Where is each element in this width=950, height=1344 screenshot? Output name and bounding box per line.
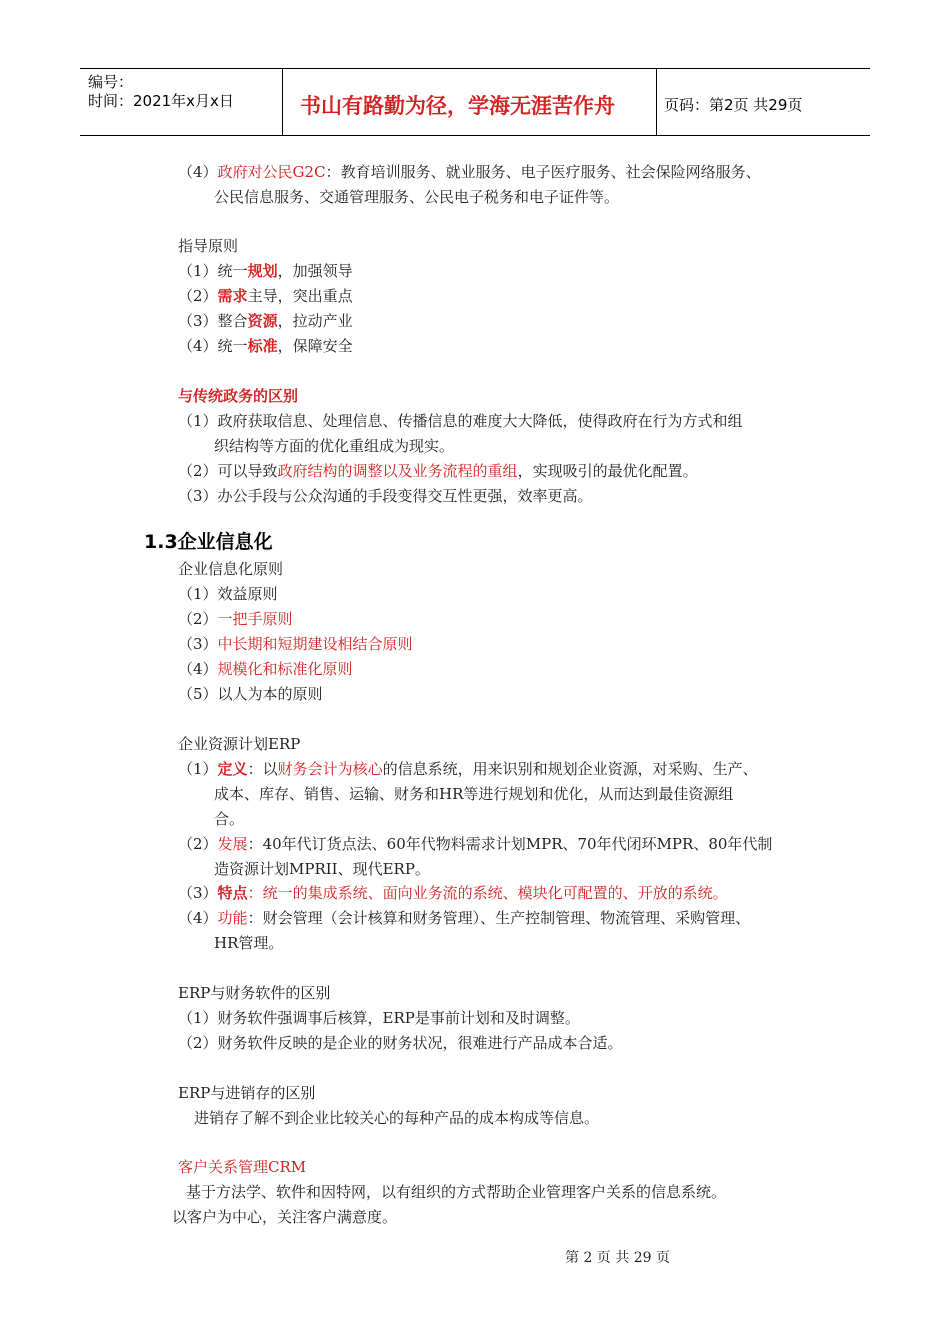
erp-feat-line: [178, 883, 728, 903]
erp-fin-heading: ERP与财务软件的区别: [178, 984, 331, 1002]
page-footer: 第 2 页 共 29 页: [565, 1250, 670, 1266]
diff-heading: 与传统政务的区别: [178, 387, 299, 405]
guide-item-4-c: ，保障安全: [277, 337, 353, 355]
guide-item-1-a: 统一: [217, 262, 248, 280]
diff-item-2-post: ，实现吸引的最优化配置。: [517, 462, 698, 480]
erp-fin-item-2: （2）财务软件反映的是企业的财务状况，很难进行产品成本合适。: [178, 1034, 623, 1052]
erp-dev-line-1: [178, 834, 772, 854]
ent-item-2: [178, 609, 293, 629]
erp-def-line-3: 合。: [214, 810, 245, 828]
erp-feat-text: ：统一的集成系统、面向业务流的系统、模块化可配置的、开放的系统。: [247, 884, 728, 902]
guide-item-3: [178, 311, 353, 331]
erp-feat-num: （3）: [178, 884, 218, 902]
diff-item-2: [178, 461, 698, 481]
time-label: 时间：2021年x月x日: [88, 92, 234, 110]
g2c-num: （4）: [178, 163, 218, 181]
guide-heading: 指导原则: [178, 237, 239, 255]
crm-line-1: 基于方法学、软件和因特网，以有组织的方式帮助企业管理客户关系的信息系统。: [186, 1183, 727, 1201]
erp-dev-line-2: 造资源计划MPRII、现代ERP。: [214, 860, 430, 878]
erp-heading: 企业资源计划ERP: [178, 735, 301, 753]
erp-def-pre: ：以: [247, 760, 278, 778]
number-label: 编号：: [88, 73, 134, 91]
ent-item-5: （5）以人为本的原则: [178, 685, 323, 703]
page-label: 页码：第2页 共29页: [664, 96, 803, 114]
guide-item-2-num: （2）: [178, 287, 218, 305]
diff-item-1a: （1）政府获取信息、处理信息、传播信息的难度大大降低，使得政府在行为方式和组: [178, 412, 743, 430]
guide-item-1-c: ，加强领导: [277, 262, 353, 280]
erp-def-line-1: [178, 759, 758, 779]
erp-inv-text: 进销存了解不到企业比较关心的每种产品的成本构成等信息。: [194, 1109, 600, 1127]
erp-func-label: 功能: [217, 909, 248, 927]
erp-dev-text: ：40年代订货点法、60年代物料需求计划MPR、70年代闭环MPR、80年代制: [247, 835, 773, 853]
diff-item-3: （3）办公手段与公众沟通的手段变得交互性更强，效率更高。: [178, 487, 593, 505]
crm-heading: 客户关系管理CRM: [178, 1158, 307, 1176]
guide-item-2-key: 需求: [217, 287, 248, 305]
ent-item-1: （1）效益原则: [178, 585, 278, 603]
ent-item-2-text: 一把手原则: [217, 610, 293, 628]
ent-item-4: [178, 659, 353, 679]
ent-item-2-num: （2）: [178, 610, 218, 628]
guide-item-3-key: 资源: [247, 312, 278, 330]
erp-def-key: 财务会计为核心: [277, 760, 383, 778]
header-divider-right: [656, 68, 657, 136]
g2c-line-1: [178, 162, 761, 182]
erp-def-post: 的信息系统，用来识别和规划企业资源，对采购、生产、: [382, 760, 758, 778]
crm-line-2: 以客户为中心，关注客户满意度。: [172, 1208, 398, 1226]
guide-item-3-a: 整合: [217, 312, 248, 330]
g2c-text-1: ：教育培训服务、就业服务、电子医疗服务、社会保险网络服务、: [325, 163, 761, 181]
diff-item-2-pre: （2）可以导致: [178, 462, 278, 480]
guide-item-4-a: 统一: [217, 337, 248, 355]
g2c-title: 政府对公民G2C: [217, 163, 326, 181]
ent-item-3-num: （3）: [178, 635, 218, 653]
ent-item-4-text: 规模化和标准化原则: [217, 660, 353, 678]
diff-item-2-key: 政府结构的调整以及业务流程的重组: [277, 462, 518, 480]
guide-item-1-num: （1）: [178, 262, 218, 280]
guide-item-3-num: （3）: [178, 312, 218, 330]
guide-item-4-num: （4）: [178, 337, 218, 355]
diff-item-1b: 织结构等方面的优化重组成为现实。: [214, 437, 455, 455]
erp-feat-label: 特点: [217, 884, 248, 902]
erp-inv-heading: ERP与进销存的区别: [178, 1084, 316, 1102]
erp-def-num: （1）: [178, 760, 218, 778]
guide-item-1: [178, 261, 353, 281]
header-bottom-rule: [80, 135, 870, 136]
erp-def-line-2: 成本、库存、销售、运输、财务和HR等进行规划和优化，从而达到最佳资源组: [214, 785, 734, 803]
header-top-rule: [80, 68, 870, 69]
erp-func-line-2: HR管理。: [214, 934, 284, 952]
guide-item-1-key: 规划: [247, 262, 278, 280]
ent-item-4-num: （4）: [178, 660, 218, 678]
erp-func-num: （4）: [178, 909, 218, 927]
erp-func-line-1: [178, 908, 750, 928]
guide-item-2-c: 主导，突出重点: [247, 287, 353, 305]
guide-item-4: [178, 336, 353, 356]
ent-item-3: [178, 634, 413, 654]
motto: 书山有路勤为径，学海无涯苦作舟: [300, 94, 615, 118]
erp-dev-num: （2）: [178, 835, 218, 853]
erp-func-text: ：财会管理（会计核算和财务管理）、生产控制管理、物流管理、采购管理、: [247, 909, 751, 927]
guide-item-3-c: ，拉动产业: [277, 312, 353, 330]
ent-item-3-text: 中长期和短期建设相结合原则: [217, 635, 413, 653]
ent-heading: 企业信息化原则: [178, 560, 284, 578]
g2c-line-2: 公民信息服务、交通管理服务、公民电子税务和电子证件等。: [214, 188, 620, 206]
erp-def-label: 定义: [217, 760, 248, 778]
header-divider-left: [282, 68, 283, 136]
erp-fin-item-1: （1）财务软件强调事后核算，ERP是事前计划和及时调整。: [178, 1009, 580, 1027]
section-title: 1.3企业信息化: [144, 531, 273, 553]
guide-item-2: [178, 286, 353, 306]
erp-dev-label: 发展: [217, 835, 248, 853]
guide-item-4-key: 标准: [247, 337, 278, 355]
